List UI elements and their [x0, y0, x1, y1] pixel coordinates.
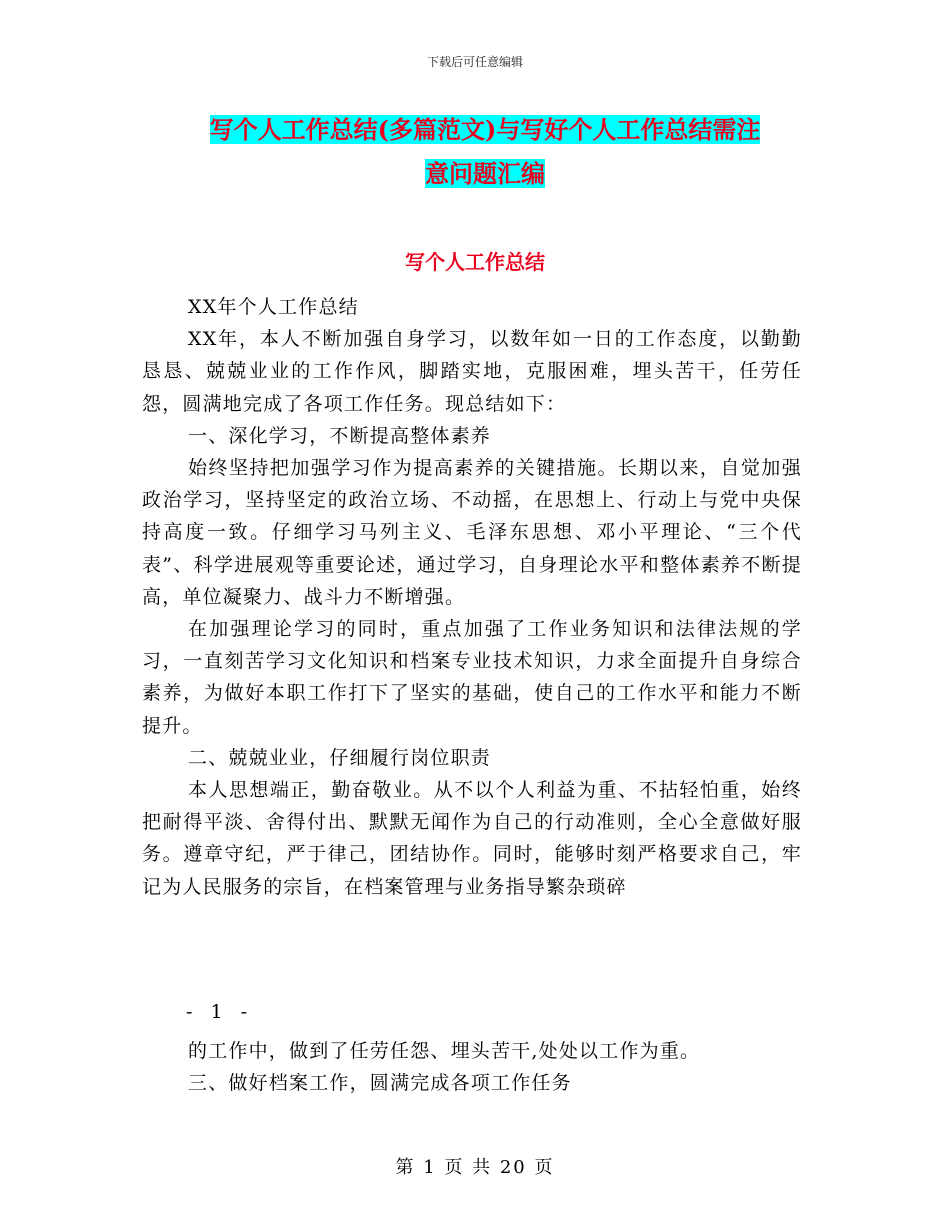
paragraph: 在加强理论学习的同时，重点加强了工作业务知识和法律法规的学习，一直刻苦学习文化知识和档案专业技术知识，力求全面提升自身综合素养，为做好本职工作打下了坚实的基础，使自己的工作水平和能力不断提升。 — [142, 618, 802, 737]
body-text — [142, 291, 802, 903]
inline-page-number: - 1 - — [186, 1001, 254, 1023]
paragraph: XX年，本人不断加强自身学习，以数年如一日的工作态度，以勤勤恳恳、兢兢业业的工作作风，脚踏实地，克服困难，埋头苦干，任劳任怨，圆满地完成了各项工作任务。现总结如下： — [142, 328, 802, 415]
paragraph: 始终坚持把加强学习作为提高素养的关键措施。长期以来，自觉加强政治学习，坚持坚定的政治立场、不动摇，在思想上、行动上与党中央保持高度一致。仔细学习马列主义、毛泽东思想、邓小平理论、“三个代表”、科学进展观等重要论述，通过学习，自身理论水平和整体素养不断提高，单位凝聚力、战斗力不断增强。 — [142, 457, 802, 608]
document-title — [140, 108, 830, 196]
body-text-continued — [142, 1035, 802, 1099]
section-title: 写个人工作总结 — [405, 250, 545, 274]
title-line-2: 意问题汇编 — [425, 159, 545, 188]
title-line-1: 写个人工作总结(多篇范文)与写好个人工作总结需注 — [209, 115, 761, 144]
heading-2: 二、兢兢业业，仔细履行岗位职责 — [188, 746, 492, 769]
heading-1: 一、深化学习，不断提高整体素养 — [188, 424, 492, 447]
paragraph: 本人思想端正，勤奋敬业。从不以个人利益为重、不拈轻怕重，始终把耐得平淡、舍得付出、默默无闻作为自己的行动准则，全心全意做好服务。遵章守纪，严于律己，团结协作。同时，能够时刻严格要求自己，牢记为人民服务的宗旨，在档案管理与业务指导繁杂琐碎 — [142, 779, 802, 898]
header-note: 下载后可任意编辑 — [426, 55, 523, 69]
heading-3: 三、做好档案工作，圆满完成各项工作任务 — [188, 1072, 572, 1095]
page-footer: 第 1 页 共 20 页 — [395, 1157, 555, 1178]
paragraph-subtitle: XX年个人工作总结 — [188, 296, 359, 318]
paragraph-continued: 的工作中，做到了任劳任怨、埋头苦干,处处以工作为重。 — [188, 1040, 701, 1062]
